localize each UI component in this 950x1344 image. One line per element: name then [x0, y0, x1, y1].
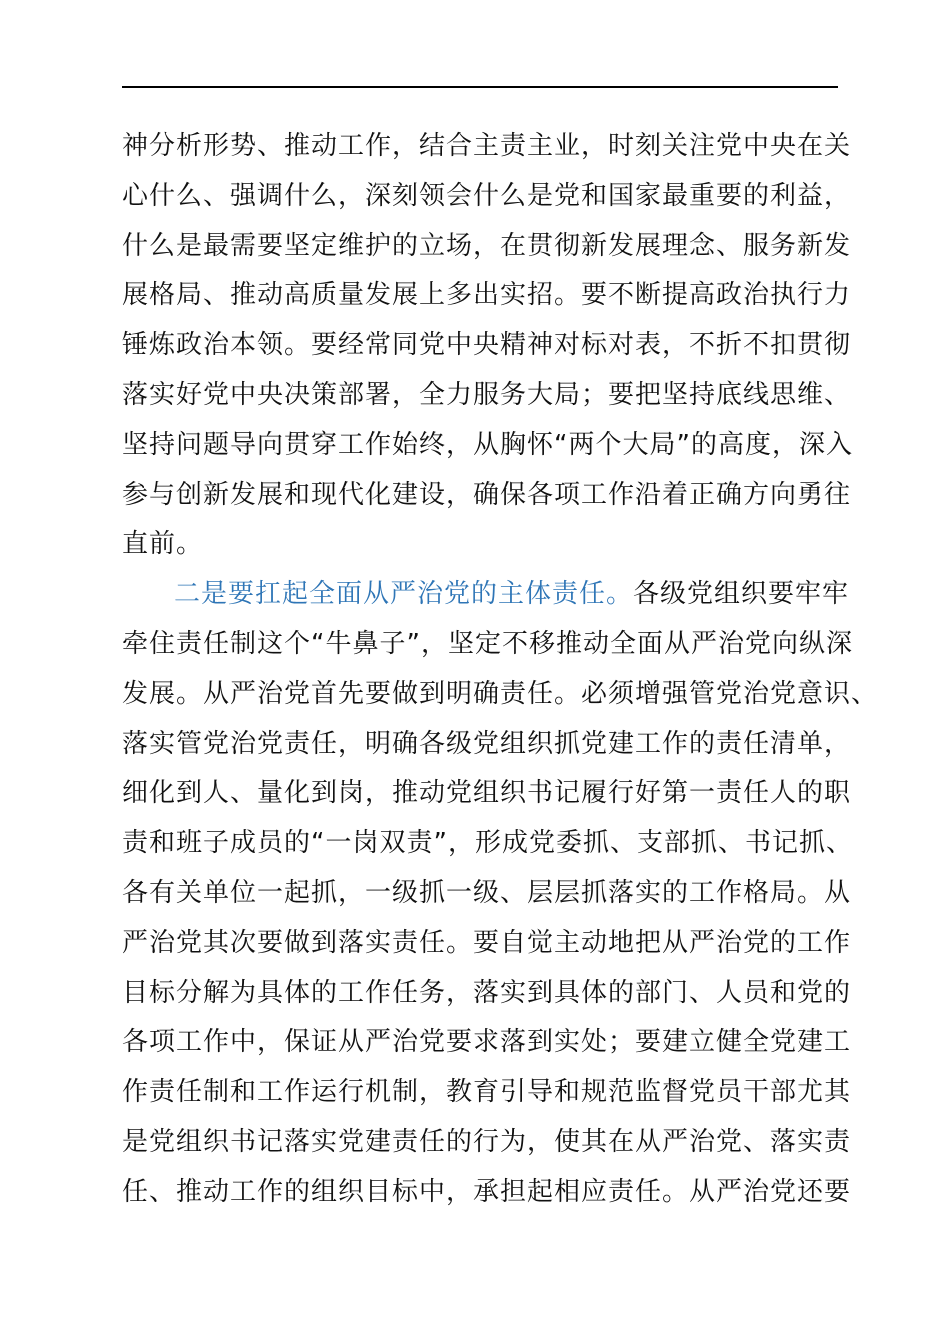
paragraph-line: 目标分解为具体的工作任务，落实到具体的部门、人员和党的 [122, 977, 852, 1008]
paragraph-line: 落实好党中央决策部署，全力服务大局；要把坚持底线思维、 [122, 379, 852, 410]
paragraph-line: 参与创新发展和现代化建设，确保各项工作沿着正确方向勇往 [122, 479, 852, 510]
paragraph-line: 发展。从严治党首先要做到明确责任。必须增强管党治党意识、 [122, 678, 879, 709]
paragraph-line: 神分析形势、推动工作，结合主责主业，时刻关注党中央在关 [122, 131, 852, 161]
body-text [122, 122, 879, 1218]
paragraph-line: 任、推动工作的组织目标中，承担起相应责任。从严治党还要 [122, 1176, 852, 1207]
paragraph-line: 各有关单位一起抓，一级抓一级、层层抓落实的工作格局。从 [122, 877, 852, 908]
paragraph-line: 是党组织书记落实党建责任的行为，使其在从严治党、落实责 [122, 1126, 852, 1157]
section-heading-rest: 各级党组织要牢牢 [633, 579, 850, 610]
paragraph-line: 坚持问题导向贯穿工作始终，从胸怀“两个大局”的高度，深入 [122, 429, 853, 460]
paragraph-line: 作责任制和工作运行机制，教育引导和规范监督党员干部尤其 [122, 1077, 852, 1108]
header-rule [122, 86, 838, 88]
paragraph-line: 严治党其次要做到落实责任。要自觉主动地把从严治党的工作 [122, 927, 852, 958]
paragraph-line: 锤炼政治本领。要经常同党中央精神对标对表，不折不扣贯彻 [122, 330, 852, 361]
section-heading-line [122, 570, 852, 620]
paragraph-line: 牵住责任制这个“牛鼻子”，坚定不移推动全面从严治党向纵深 [122, 628, 853, 659]
paragraph-line: 直前。 [122, 529, 204, 560]
section-heading: 二是要扛起全面从严治党的主体责任。 [174, 579, 634, 610]
paragraph-line: 什么是最需要坚定维护的立场，在贯彻新发展理念、服务新发 [122, 230, 852, 261]
paragraph-line: 细化到人、量化到岗，推动党组织书记履行好第一责任人的职 [122, 778, 852, 809]
paragraph-line: 落实管党治党责任，明确各级党组织抓党建工作的责任清单， [122, 728, 852, 759]
paragraph-line: 展格局、推动高质量发展上多出实招。要不断提高政治执行力 [122, 280, 852, 311]
paragraph-line: 心什么、强调什么，深刻领会什么是党和国家最重要的利益， [122, 180, 852, 211]
paragraph-line: 责和班子成员的“一岗双责”，形成党委抓、支部抓、书记抓、 [122, 828, 853, 859]
paragraph-line: 各项工作中，保证从严治党要求落到实处；要建立健全党建工 [122, 1027, 852, 1058]
